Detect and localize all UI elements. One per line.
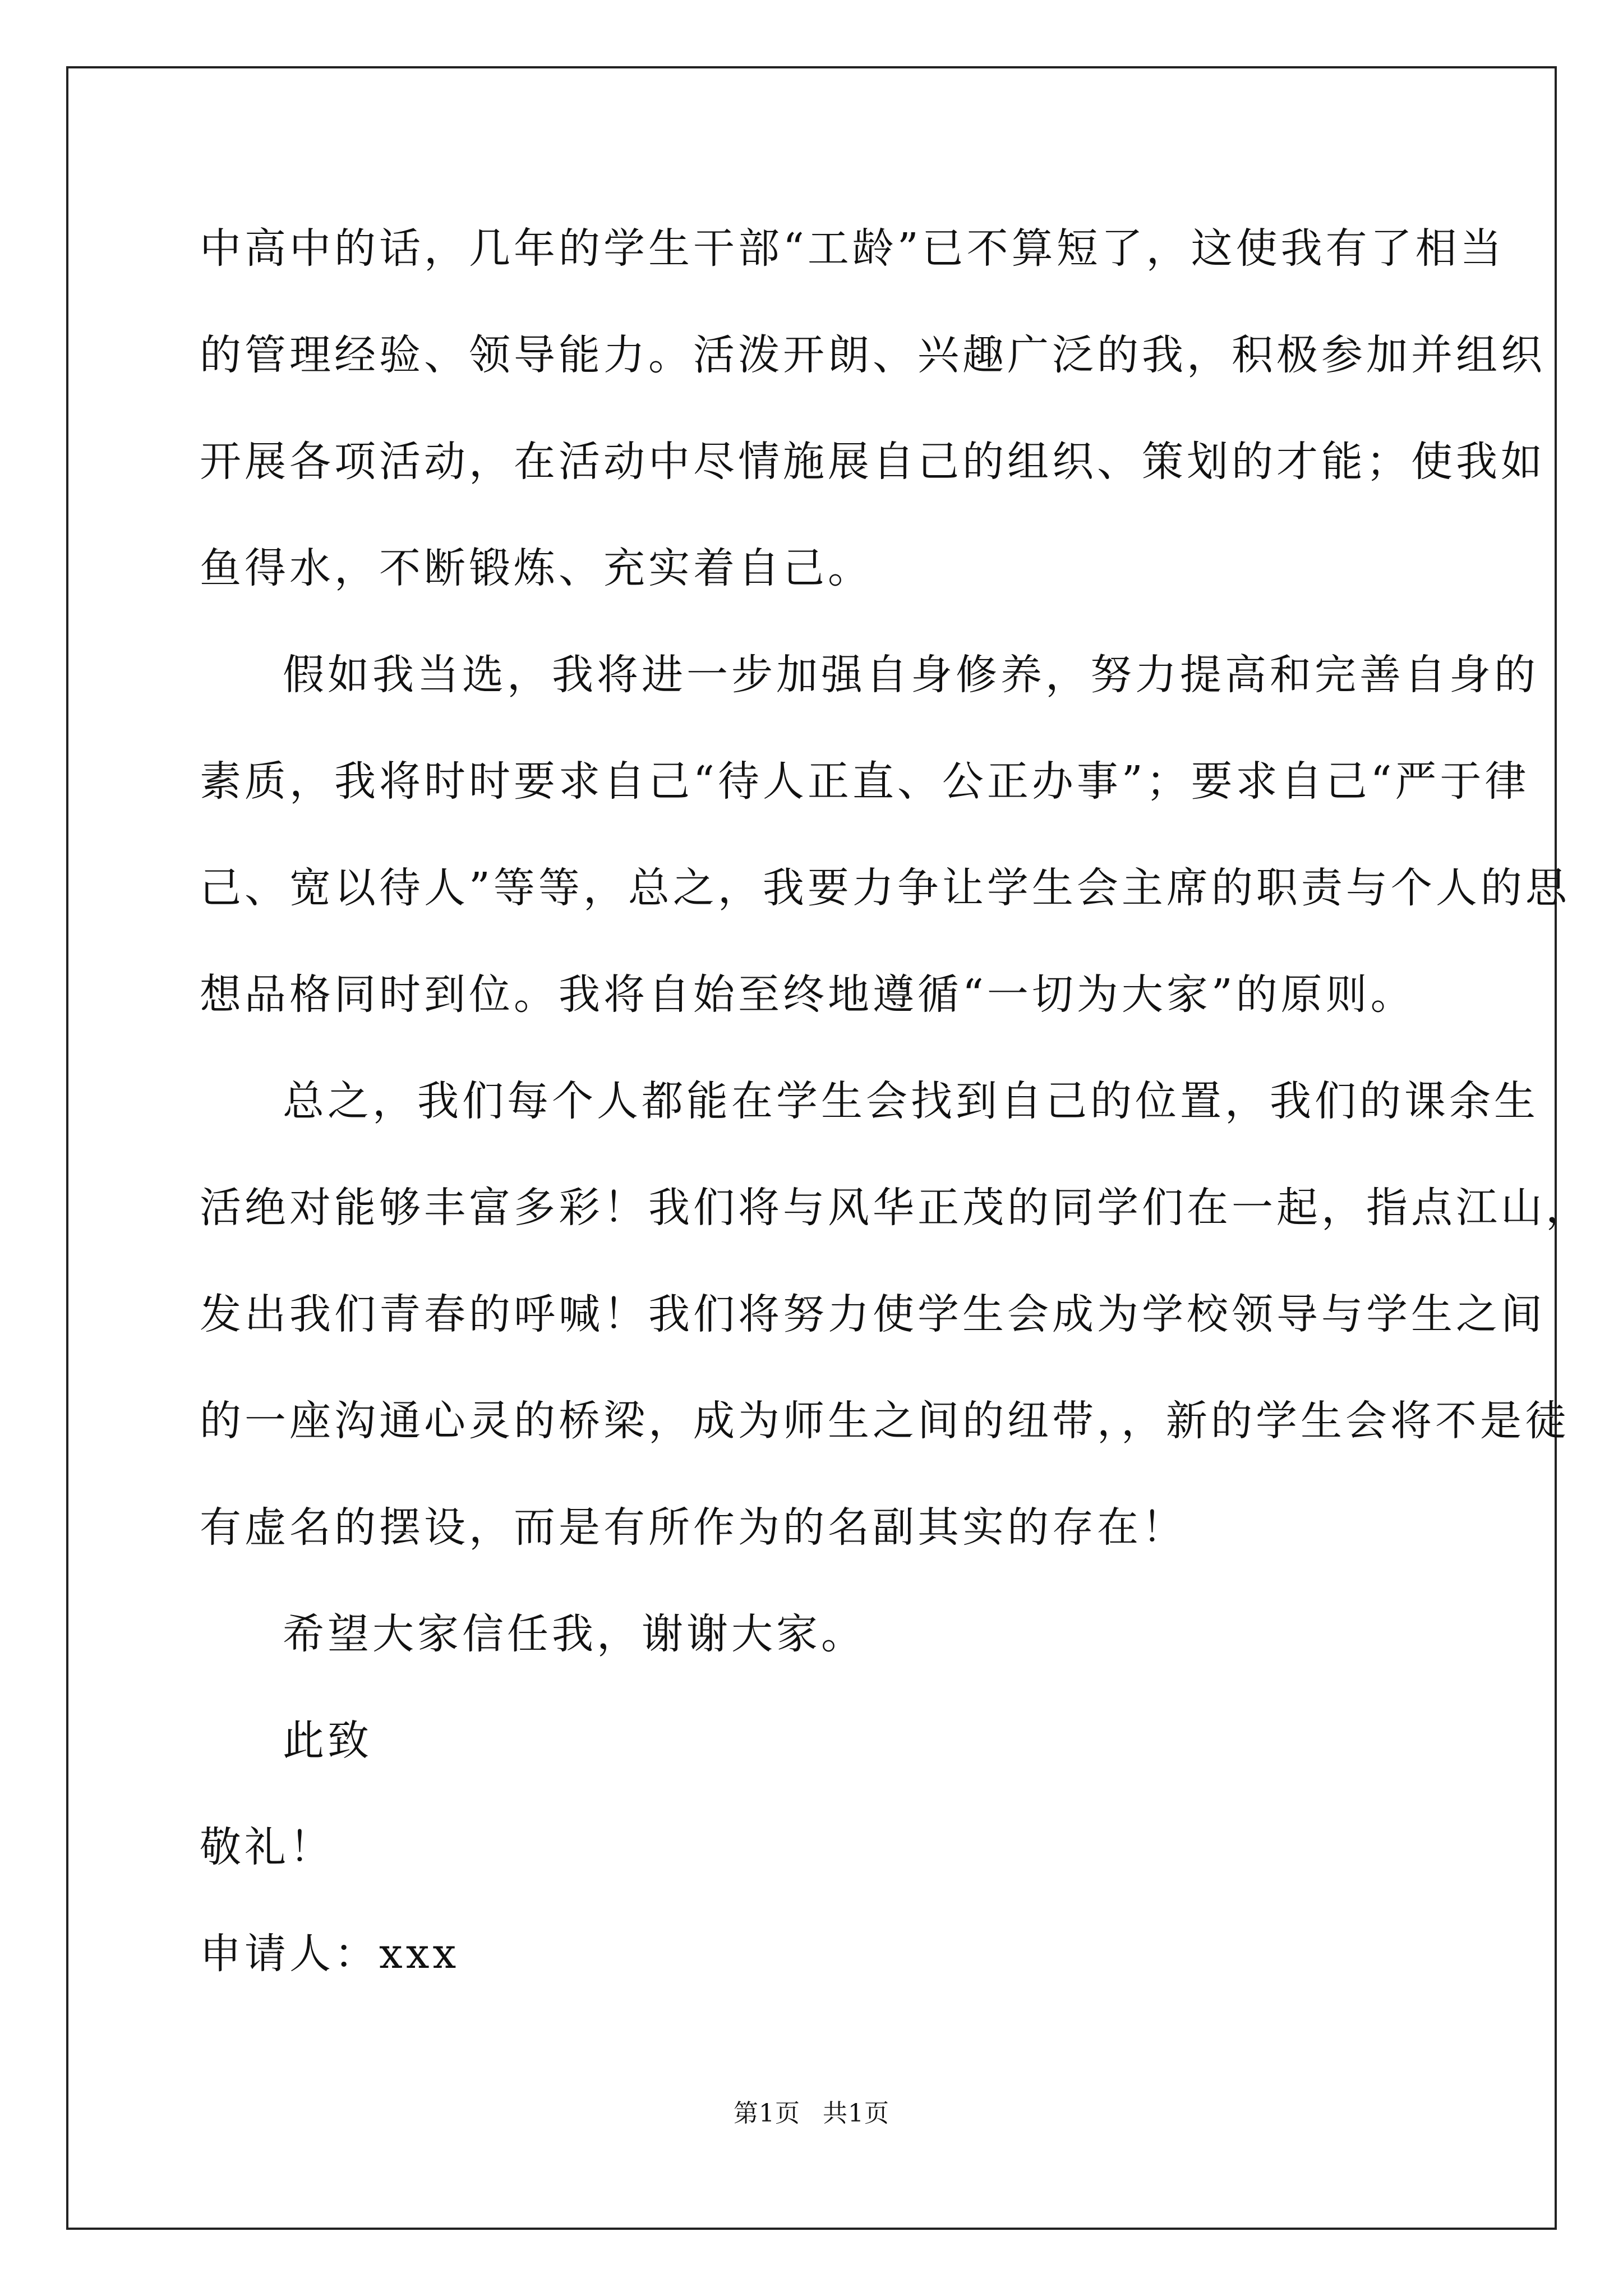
page-number-total: 共1页 xyxy=(823,2099,889,2128)
text-line: 己、宽以待人”等等，总之，我要力争让学生会主席的职责与个人的思 xyxy=(200,864,1570,912)
applicant-line: 申请人：xxx xyxy=(200,1930,460,1978)
text-line: 发出我们青春的呼喊！我们将努力使学生会成为学校领导与学生之间 xyxy=(200,1290,1546,1338)
text-line: 想品格同时到位。我将自始至终地遵循“一切为大家”的原则。 xyxy=(200,970,1415,1019)
text-line: 开展各项活动，在活动中尽情施展自己的组织、策划的才能；使我如 xyxy=(200,438,1546,486)
paragraph-start-line: 假如我当选，我将进一步加强自身修养，努力提高和完善自身的 xyxy=(283,651,1539,699)
page-number-current: 第1页 xyxy=(734,2099,800,2128)
page-footer xyxy=(0,2097,1623,2131)
text-line: 活绝对能够丰富多彩！我们将与风华正茂的同学们在一起，指点江山， xyxy=(200,1184,1590,1232)
paragraph-start-line: 总之，我们每个人都能在学生会找到自己的位置，我们的课余生 xyxy=(283,1077,1539,1125)
text-line: 鱼得水，不断锻炼、充实着自己。 xyxy=(200,544,873,592)
closing-line: 希望大家信任我，谢谢大家。 xyxy=(283,1610,866,1658)
text-line: 的一座沟通心灵的桥梁，成为师生之间的纽带，，新的学生会将不是徒 xyxy=(200,1397,1570,1445)
text-line: 素质，我将时时要求自己“待人正直、公正办事”；要求自己“严于律 xyxy=(200,757,1530,806)
text-line: 有虚名的摆设，而是有所作为的名副其实的存在！ xyxy=(200,1503,1187,1552)
text-line: 中高中的话，几年的学生干部“工龄”已不算短了，这使我有了相当 xyxy=(200,224,1505,273)
salutation-line: 此致 xyxy=(283,1717,372,1765)
page-border xyxy=(66,66,1557,2230)
regards-line: 敬礼！ xyxy=(200,1823,334,1871)
text-line: 的管理经验、领导能力。活泼开朗、兴趣广泛的我，积极参加并组织 xyxy=(200,331,1546,379)
